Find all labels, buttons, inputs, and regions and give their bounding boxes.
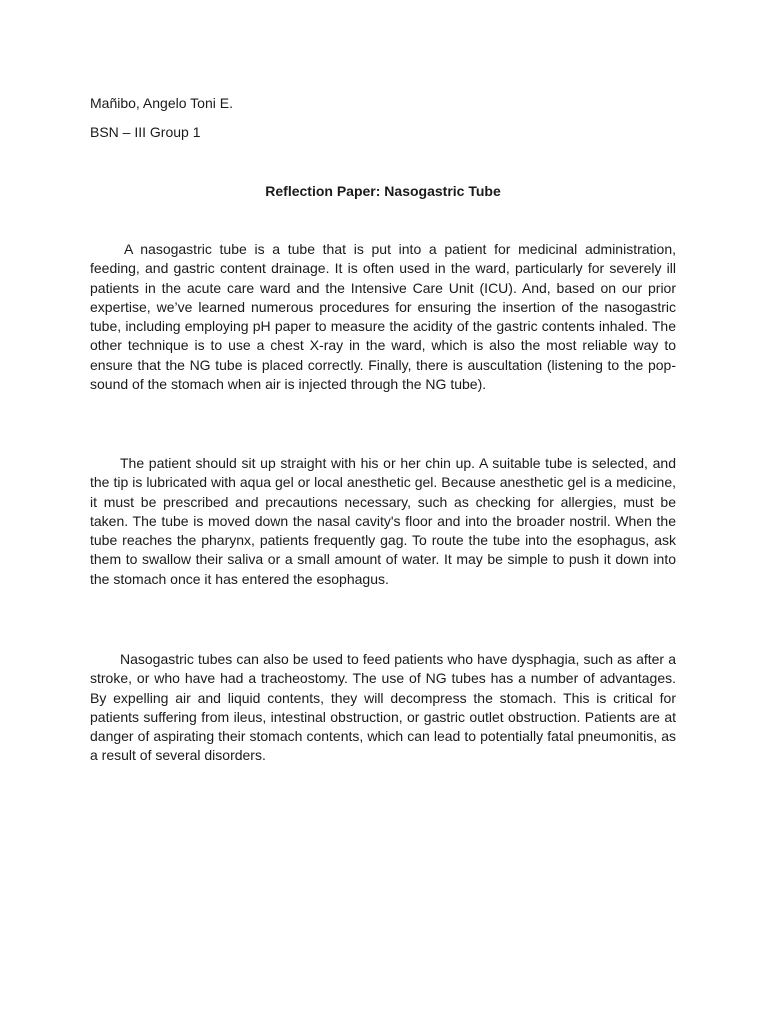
paragraph-2: The patient should sit up straight with his or her chin up. A suitable tube is selected, and the tip is lubricated with aqua gel or local anesthetic gel. Because anesthetic gel is a medicine, it must be prescribed and precautions necessary, such as checking for allergies, must be taken. The tube is moved down the nasal cavity's floor and into the broader nostril. When the tube reaches the pharynx, patients frequently gag. To route the tube into the esophagus, ask them to swallow their saliva or a small amount of water. It may be simple to push it down into the stomach once it has entered the esophagus. (90, 455, 676, 587)
author-name: Mañibo, Angelo Toni E. (90, 95, 233, 111)
course-group: BSN – III Group 1 (90, 124, 201, 140)
paragraph-3: Nasogastric tubes can also be used to feed patients who have dysphagia, such as after a stroke, or who have had a tracheostomy. The use of NG tubes has a number of advantages. By expelling air and liquid contents, they will decompress the stomach. This is critical for patients suffering from ileus, intestinal obstruction, or gastric outlet obstruction. Patients are at danger of aspirating their stomach contents, which can lead to potentially fatal pneumonitis, as a result of several disorders. (90, 651, 676, 764)
paper-title: Reflection Paper: Nasogastric Tube (265, 183, 501, 199)
paragraph-1: A nasogastric tube is a tube that is put into a patient for medicinal administration, feeding, and gastric content drainage. It is often used in the ward, particularly for severely ill patients in the acute care ward and the Intensive Care Unit (ICU). And, based on our prior expertise, we’ve learned numerous procedures for ensuring the insertion of the nasogastric tube, including employing pH paper to measure the acidity of the gastric contents inhaled. The other technique is to use a chest X-ray in the ward, which is also the most reliable way to ensure that the NG tube is placed correctly. Finally, there is auscultation (listening to the pop-sound of the stomach when air is injected through the NG tube). (90, 241, 676, 393)
